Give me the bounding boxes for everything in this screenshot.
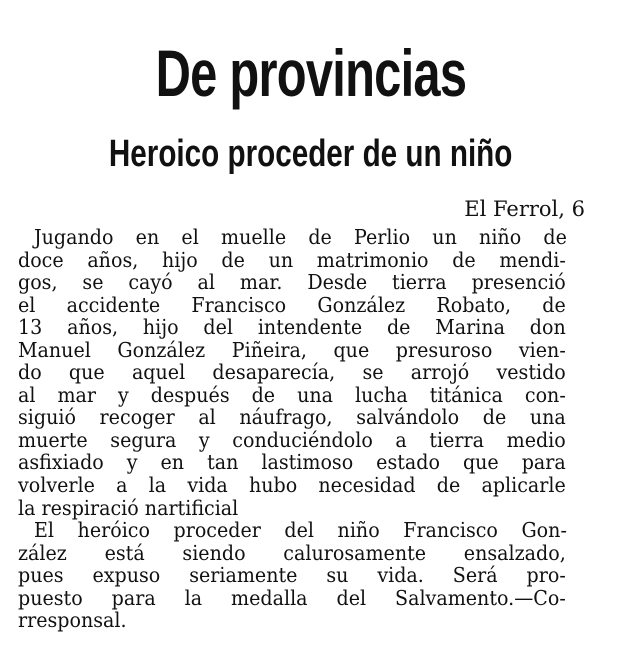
body-line: Jugando en el muelle de Perlio un niño de — [34, 225, 567, 249]
body-line: siguió recoger al náufrago, salvándolo de una — [18, 405, 566, 430]
subheadline — [0, 132, 621, 176]
body-line: 13 años, hijo del intendente de Marina don — [18, 315, 566, 340]
body-line: volverle a la vida hubo necesidad de aplicarle — [18, 473, 566, 498]
body-line: la respiració nartificial — [18, 495, 239, 520]
body-line: el accidente Francisco González Robato, de — [18, 292, 566, 317]
article-body — [18, 226, 607, 632]
body-line: muerte segura y conduciéndolo a tierra medio — [18, 427, 566, 452]
body-line: Manuel González Piñeira, que presuroso vien- — [18, 337, 566, 362]
body-line: do que aquel desaparecía, se arrojó vestido — [18, 360, 566, 385]
body-line: asfixiado y en tan lastimoso estado que para — [18, 450, 566, 475]
body-line: zález está siendo calurosamente ensalzado, — [18, 540, 566, 565]
dateline: El Ferrol, 6 — [464, 197, 585, 221]
body-line: rresponsal. — [18, 608, 127, 633]
headline-text: De provincias — [155, 36, 466, 110]
headline — [0, 38, 621, 108]
body-line: doce años, hijo de un matrimonio de mendi- — [18, 247, 566, 272]
body-line: al mar y después de una lucha titánica con- — [18, 382, 566, 407]
subheadline-text: Heroico proceder de un niño — [108, 133, 513, 175]
body-line: puesto para la medalla del Salvamento.—Co- — [18, 585, 566, 610]
body-line: gos, se cayó al mar. Desde tierra presenció — [18, 270, 566, 295]
body-line: El heróico proceder del niño Francisco Gon- — [34, 518, 567, 543]
body-line: pues expuso seriamente su vida. Será pro- — [18, 563, 566, 588]
